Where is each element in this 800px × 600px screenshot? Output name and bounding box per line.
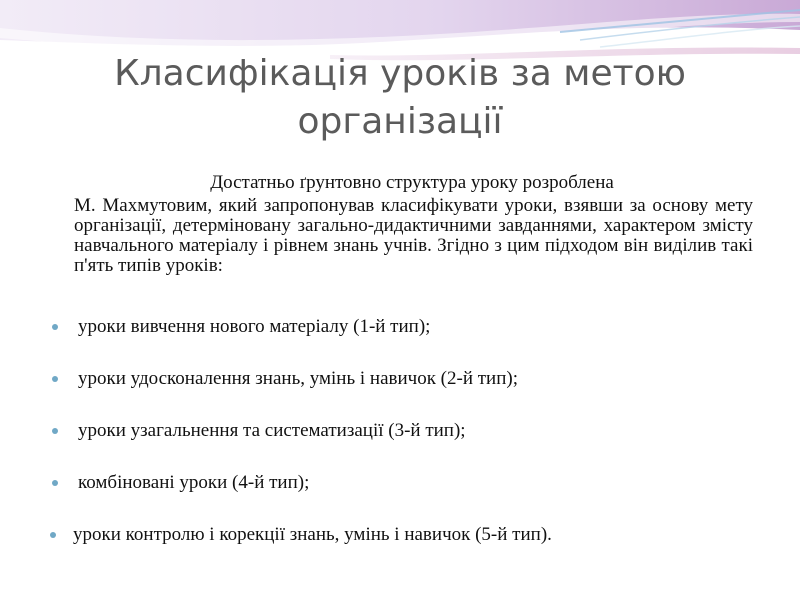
intro-paragraph: М. Махмутовим, який запропонував класифікувати уроки, взявши за основу мету організації, детерміновану загально-дидактичними завданнями, характером змісту навчального матеріалу і рівнем знань учнів. Згідно з цим підходом він виділив такі п'ять типів уроків: xyxy=(74,195,753,276)
list-item-text: уроки контролю і корекції знань, умінь і навичок (5-й тип). xyxy=(73,524,552,545)
bullet-icon xyxy=(50,532,56,538)
list-item-text: уроки вивчення нового матеріалу (1-й тип); xyxy=(78,316,431,337)
bullet-icon xyxy=(52,480,58,486)
list-item xyxy=(40,522,760,548)
list-item-text: уроки удосконалення знань, умінь і навичок (2-й тип); xyxy=(78,368,518,389)
intro-heading: Достатньо ґрунтовно структура уроку розроблена xyxy=(210,172,614,193)
lesson-types-list xyxy=(40,314,760,574)
page-title: Класифікація уроків за метою організації xyxy=(114,53,686,142)
bullet-icon xyxy=(52,376,58,382)
list-item xyxy=(40,418,760,444)
list-item-text: комбіновані уроки (4-й тип); xyxy=(78,472,310,493)
list-item-text: уроки узагальнення та систематизації (3-й тип); xyxy=(78,420,466,441)
list-item xyxy=(40,314,760,340)
list-item xyxy=(40,470,760,496)
bullet-icon xyxy=(52,324,58,330)
bullet-icon xyxy=(52,428,58,434)
list-item xyxy=(40,366,760,392)
